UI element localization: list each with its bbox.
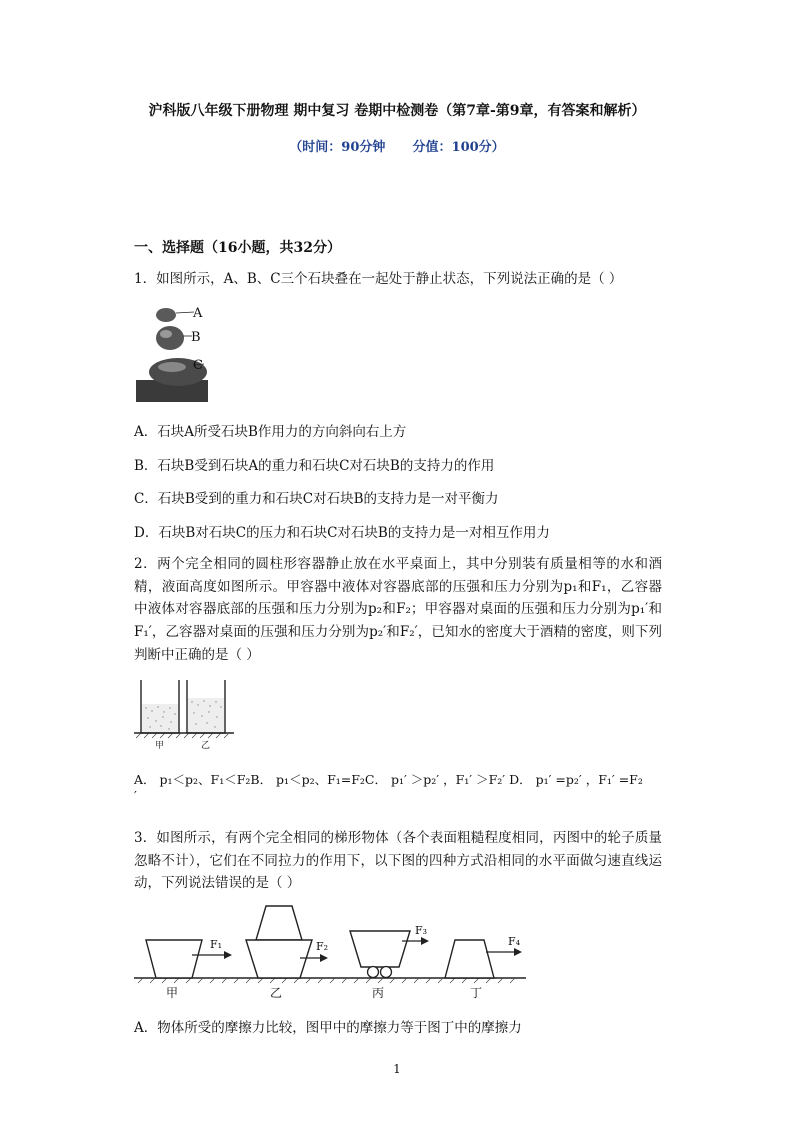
q3-stem: 3．如图所示，有两个完全相同的梯形物体（各个表面粗糙程度相同，丙图中的轮子质量忽略不计），它们在不同拉力的作用下，以下图的四种方式沿相同的水平面做匀速直线运动，下列说法错误的是（ ）	[134, 830, 662, 892]
stone-label-b: B	[191, 330, 201, 345]
force-arrowhead-f3	[421, 937, 429, 945]
force-arrowhead-f1	[224, 951, 232, 959]
force-label-f3: F₃	[415, 924, 428, 937]
q2-containers-figure	[134, 680, 234, 752]
page-number: 1	[393, 1062, 401, 1076]
force-arrowhead-f2	[320, 954, 328, 962]
wheel-left	[368, 967, 379, 978]
q2-options-line1: A． p₁＜p₂、F₁＜F₂B． p₁＜p₂、F₁=F₂C． p₁′ ＞p₂′ ，F₁′ ＞F₂′ D． p₁′ =p₂′ ，F₁′ =F₂	[134, 772, 643, 787]
stone-label-a: A	[193, 306, 203, 321]
figure-label-yi: 乙	[270, 986, 283, 1000]
q2-stem: 2．两个完全相同的圆柱形容器静止放在水平桌面上，其中分别装有质量相等的水和酒精，液面高度如图所示。甲容器中液体对容器底部的压强和压力分别为p₁和F₁，乙容器中液体对容器底部的压强和压力分别为p₂和F₂；甲容器对桌面的压强和压力分别为p₁′和F₁′，乙容器对桌面的压强和压力分别为p₂′和F₂′，已知水的密度大于酒精的密度，则下列判断中正确的是（ ）	[134, 556, 662, 663]
figure-label-ding: 丁	[470, 986, 483, 1000]
stone-a	[156, 308, 176, 322]
q1-stacked-stones-figure	[134, 302, 224, 406]
q2-options	[134, 770, 664, 802]
force-arrowhead-f4	[514, 948, 522, 956]
container-label-jia: 甲	[155, 741, 165, 751]
stone-c-highlight	[158, 362, 186, 372]
trapezoid-jia	[146, 940, 202, 978]
label-line-a	[176, 312, 194, 313]
figure-label-jia: 甲	[166, 986, 179, 1000]
container-label-yi: 乙	[201, 741, 211, 751]
figure-label-bing: 丙	[372, 986, 385, 1000]
container-yi-liquid	[188, 698, 224, 732]
force-label-f4: F₄	[508, 935, 521, 948]
trapezoid-yi-bottom	[246, 940, 312, 978]
q1-option-c: C．石块B受到的重力和石块C对石块B的支持力是一对平衡力	[134, 491, 499, 507]
trapezoid-ding	[445, 940, 494, 978]
force-label-f1: F₁	[210, 938, 223, 951]
q1-stem: 1．如图所示，A、B、C三个石块叠在一起处于静止状态，下列说法正确的是（ ）	[134, 271, 623, 287]
stone-label-c: C	[193, 358, 203, 373]
exam-title: 沪科版八年级下册物理 期中复习 卷期中检测卷（第7章-第9章，有答案和解析）	[148, 103, 646, 119]
stone-b	[156, 326, 184, 350]
section-heading: 一、选择题（16小题，共32分）	[134, 240, 341, 256]
trapezoid-yi-top	[256, 906, 302, 940]
q1-option-a: A．石块A所受石块B作用力的方向斜向右上方	[134, 424, 407, 440]
exam-subtitle: （时间：90分钟 分值：100分）	[289, 140, 505, 155]
q2-options-line2: ′	[134, 788, 137, 803]
trapezoid-bing	[350, 931, 410, 967]
stone-b-highlight	[160, 330, 172, 338]
force-label-f2: F₂	[316, 940, 329, 953]
q1-option-b: B．石块B受到石块A的重力和石块C对石块B的支持力的作用	[134, 458, 495, 474]
wheel-right	[381, 967, 392, 978]
q3-trapezoid-figures	[134, 900, 534, 1000]
q3-option-a: A．物体所受的摩擦力比较，图甲中的摩擦力等于图丁中的摩擦力	[134, 1020, 522, 1036]
q1-option-d: D．石块B对石块C的压力和石块C对石块B的支持力是一对相互作用力	[134, 525, 550, 541]
